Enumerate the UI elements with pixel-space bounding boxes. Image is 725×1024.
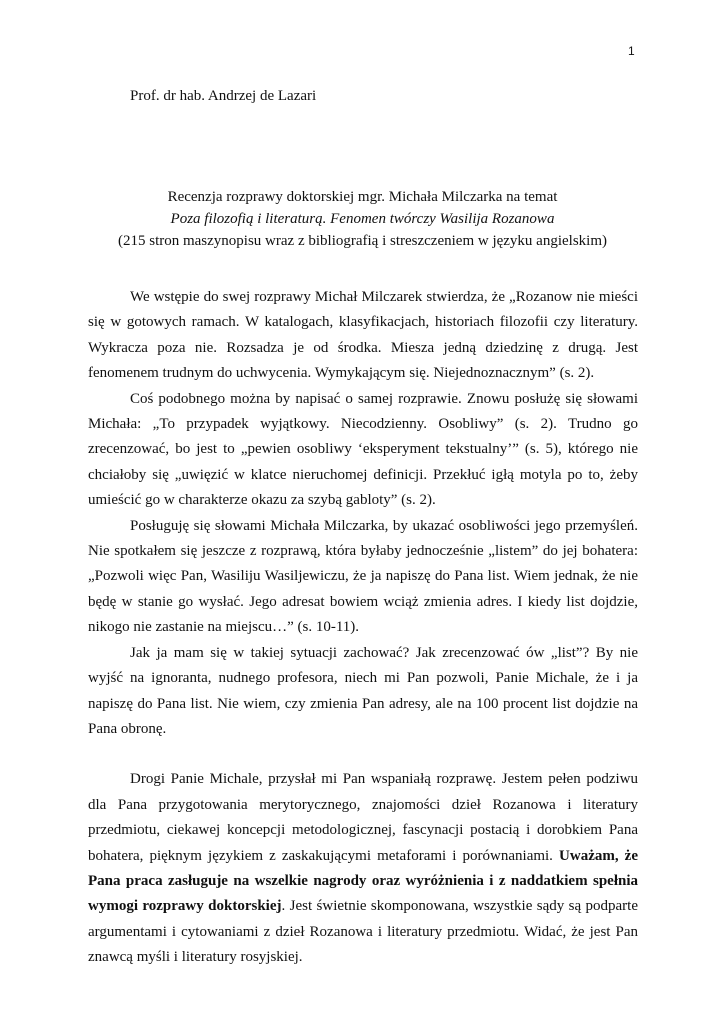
paragraph-text: . Jest świetnie skomponowana, wszystkie sądy są podparte argumentami i cytowaniami z dzieł Rozanowa i literatury przedmiotu. Widać, że jest Pan znawcą myśli i literatury rosyjskiej. [88,898,638,966]
author-line: Prof. dr hab. Andrzej de Lazari [130,88,317,104]
paragraph: Coś podobnego można by napisać o samej rozprawie. Znowu posłużę się słowami Michała: „To przypadek wyjątkowy. Niecodzienny. Osobliwy” (s. 2). Trudno go zrecenzować, bo jest to „pewien osobliwy ‘eksperyment tekstualny’” (s. 5), którego nie chciałoby się „uwięzić w klatce nieruchomej definicji. Przekłuć igłą motyla po to, żeby umieścić go w charakterze okazu za szybą gabloty” (s. 2). [88,390,638,509]
review-heading [88,186,637,252]
paragraph: Posługuję się słowami Michała Milczarka, by ukazać osobliwości jego przemyśleń. Nie spotkałem się jeszcze z rozprawą, która byłaby jednocześnie „listem” do jej bohatera: „Pozwoli więc Pan, Wasiliju Wasiljewiczu, że ja napiszę do Pana list. Wiem jednak, że nie będę w stanie go wysłać. Jego adresat bowiem wciąż zmienia adres. I kiedy list dojdzie, nikogo nie zastanie na miejscu…” (s. 10-11). [88,517,638,636]
paragraph: Jak ja mam się w takiej sytuacji zachować? Jak zrecenzować ów „list”? By nie wyjść na ignoranta, nudnego profesora, niech mi Pan pozwoli, Panie Michale, że i ja napiszę do Pana list. Nie wiem, czy zmienia Pan adresy, ale na 100 procent list dojdzie na Pana obronę. [88,644,638,737]
review-body [88,285,638,971]
page-number: 1 [628,44,635,58]
paragraph-text: Drogi Panie Michale, przysłał mi Pan wspaniałą rozprawę. Jestem pełen podziwu dla Pana przygotowania merytorycznego, znajomości dzieł Rozanowa i literatury przedmiotu, ciekawej koncepcji metodologicznej, fascynacji postacią i dorobkiem Pana bohatera, pięknym językiem z zaskakującymi metaforami i porównaniami. [88,771,638,864]
paragraph: We wstępie do swej rozprawy Michał Milczarek stwierdza, że „Rozanow nie mieści się w gotowych ramach. W katalogach, klasyfikacjach, historiach filozofii czy literatury. Wykracza poza nie. Rozsadza je od środka. Miesza jedną dziedzinę z drugą. Jest fenomenem trudnym do uchwycenia. Wymykającym się. Niejednoznacznym” (s. 2). [88,289,638,382]
heading-line-3: (215 stron maszynopisu wraz z bibliografią i streszczeniem w języku angielskim) [117,233,608,249]
bold-statement: Uważam, że Pana praca zasługuje na wszelkie nagrody oraz wyróżnienia i z naddatkiem spełnia wymogi rozprawy doktorskiej [88,847,638,915]
heading-line-1: Recenzja rozprawy doktorskiej mgr. Michała Milczarka na temat [167,189,558,205]
heading-title-italic: Poza filozofią i literaturą. Fenomen twórczy Wasilija Rozanowa [170,211,555,227]
paragraph-letter [88,767,638,970]
